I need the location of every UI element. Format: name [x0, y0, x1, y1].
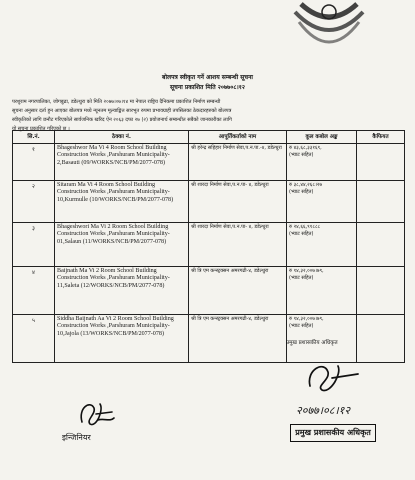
row-tender: Sitaram Ma Vi 4 Room School Building Construction Works ,Parshuram Municipality-10,Kurmulle (10/WORKS/NCB/PM/2077-078)	[55, 181, 189, 223]
row-amount: रु २४,६६,९१८८८	[289, 224, 321, 230]
notice-intro	[12, 98, 404, 134]
header-remarks: कैफियत	[357, 131, 405, 144]
official-stamp: प्रमुख प्रशासकीय अधिकृत	[290, 424, 376, 442]
row-supplier: श्री त्रि एम कन्स्ट्रक्सन अमरगढी-४, डडेल्धुरा	[189, 267, 287, 315]
row-amount-cell	[287, 267, 357, 315]
header-sn: सि.नं.	[13, 131, 55, 144]
row-amount: रु १४,३२,००७।७९,	[289, 316, 324, 322]
row-sn: १	[13, 144, 55, 181]
row-sn: ५	[13, 315, 55, 363]
intro-line: स्वीकृतिको लागि छनौट गरिएकोले सार्वजनिक खरिद ऐन २०६३ दफा २७ (२) प्रयोजनार्थ सम्बन्धीत सबैको जानकारीका लागि	[12, 117, 232, 123]
table-row	[13, 267, 405, 315]
table-row	[13, 181, 405, 223]
notice-title: बोलपत्र स्वीकृत गर्ने आशय सम्बन्धी सूचना	[162, 74, 253, 81]
row-supplier: श्री शारदा निर्माण सेवा,प.न.पा- ४, डडेल्धुरा	[189, 181, 287, 223]
engineer-signature	[76, 398, 116, 428]
header-supplier: आपूर्तिकर्ताको नाम	[189, 131, 287, 144]
row-amount: रु ३८,४४,२६८।२७	[289, 182, 323, 188]
row-amount-cell	[287, 181, 357, 223]
municipality-seal	[293, 0, 365, 62]
row-sn: २	[13, 181, 55, 223]
engineer-label: इन्जिनियर	[62, 433, 91, 442]
handwritten-date: २०७७।०८।१२	[296, 404, 351, 417]
publish-date-line: सूचना प्रकाशित मिति २०७७०८।१२	[170, 84, 245, 91]
row-vat-note: (भ्याट सहित)	[289, 323, 314, 329]
row-amount: रु ४३,६८,३३१६९,	[289, 145, 322, 151]
row-remarks	[357, 144, 405, 181]
row-amount-cell	[287, 144, 357, 181]
table-row	[13, 144, 405, 181]
row-vat-note: (भ्याट सहित)	[289, 152, 314, 158]
intro-line: सूचना अनुसार दर्ता हुन आएका बोलपत्र मध्ये न्यूनतम मूल्याङ्कित सारभूत रुपमा प्रभावग्राही तपसिलका ठेकदारहरुको बोलपत्र	[12, 108, 232, 114]
chief-officer-signature	[302, 356, 362, 396]
row-remarks	[357, 315, 405, 363]
row-remarks	[357, 223, 405, 267]
row-supplier: श्री त्रि एम कन्स्ट्रक्सन अमरगढी-४, डडेल्धुरा	[189, 315, 287, 363]
row-amount: रु १४,३२,००७।७९,	[289, 268, 324, 274]
row-remarks	[357, 181, 405, 223]
header-amount: कूल कबोल अङ्क	[287, 131, 357, 144]
row-vat-note: (भ्याट सहित)	[289, 231, 314, 237]
row-amount-cell	[287, 223, 357, 267]
row-sn: ४	[13, 267, 55, 315]
table-header-row	[13, 131, 405, 144]
row-tender: Bhageshwori Ma Vi 2 Room School Building Construction Works ,Parshuram Municipality-01,Salaun (11/WORKS/NCB/PM/2077-078)	[55, 223, 189, 267]
row-remarks	[357, 267, 405, 315]
row-sn: ३	[13, 223, 55, 267]
intro-line: परशुराम नगरपालिका, जोगबुढा, डडेल्धुरा को मिति २०७७।०७।१४ मा नेपाल राष्ट्रिय दैनिकमा प्रकाशित निर्माण सम्बन्धी	[12, 99, 221, 105]
header-tender: ठेक्का नं.	[55, 131, 189, 144]
chief-officer-title: प्रमुख प्रशासकीय अधिकृत	[286, 340, 338, 346]
table-row	[13, 223, 405, 267]
row-supplier: श्री हरेन्द्र सहिहार निर्माण सेवा,प.न.पा.-४, डडेल्धुरा	[189, 144, 287, 181]
row-supplier: श्री शारदा निर्माण सेवा,प.न.पा- ४, डडेल्धुरा	[189, 223, 287, 267]
intro-line: यो सूचना प्रकाशित गरिएको छ ।	[12, 126, 70, 132]
row-vat-note: (भ्याट सहित)	[289, 189, 314, 195]
row-vat-note: (भ्याट सहित)	[289, 275, 314, 281]
row-tender: Bhageshwor Ma Vi 4 Room School Building Construction Works ,Parshuram Municipality- 2,Basauti (09/WORKS/NCB/PM/2077-078)	[55, 144, 189, 181]
row-tender: Siddha Baijnath Aa Vi 2 Room School Building Construction Works ,Parshuram Municipality-10,Jajola (13/WORKS/NCB/PM/2077-078)	[55, 315, 189, 363]
row-tender: Baijnath Ma Vi 2 Room School Building Construction Works ,Parshuram Municipality-11,Saleta (12/WORKS/NCB/PM/2077-078)	[55, 267, 189, 315]
bid-table	[12, 130, 405, 363]
